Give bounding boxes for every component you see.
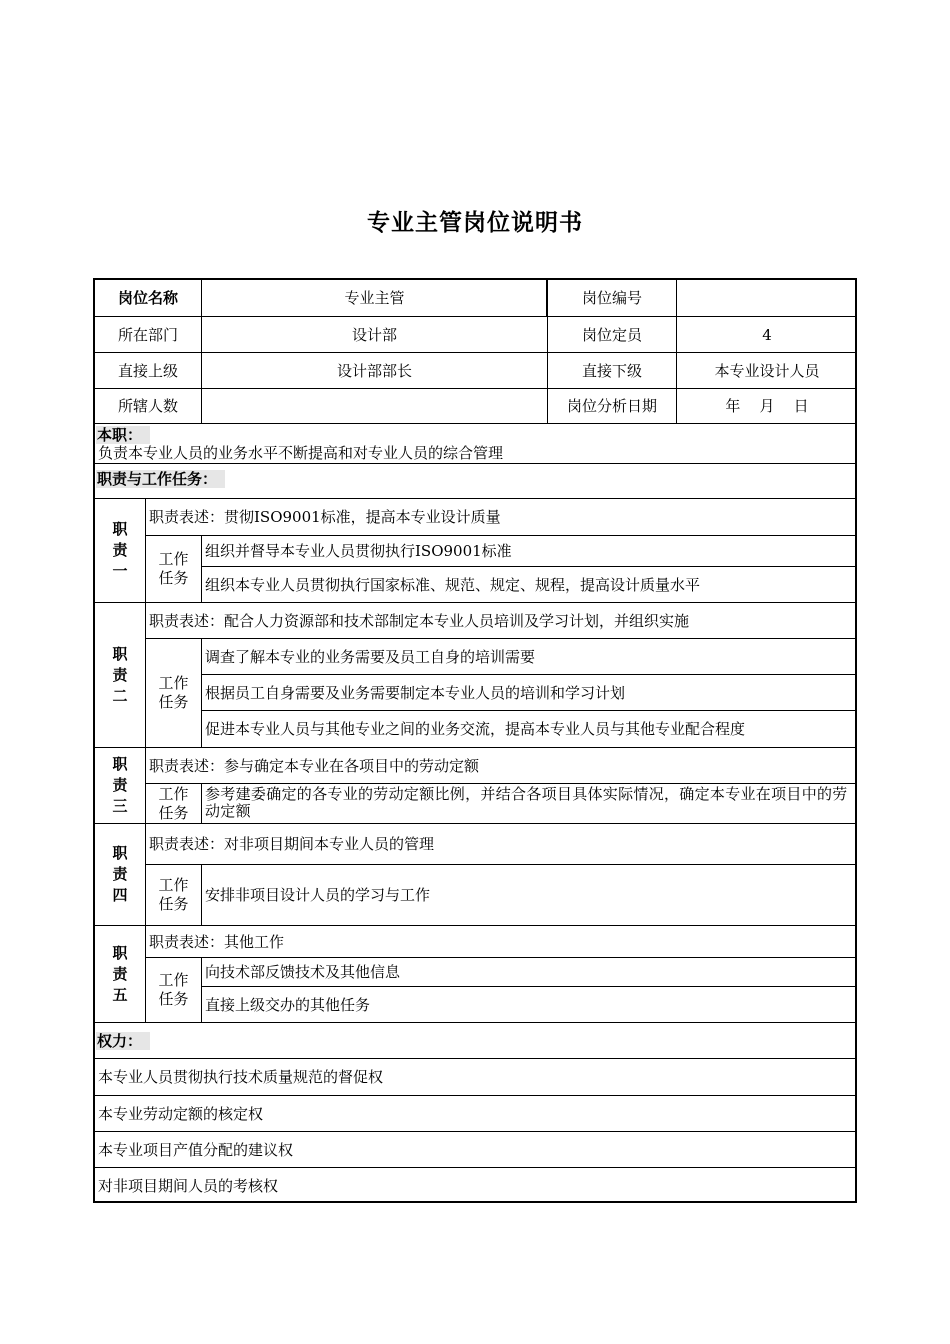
- duty-5-task-1: 向技术部反馈技术及其他信息: [205, 963, 401, 981]
- duty-2-task-1: 调查了解本专业的业务需要及员工自身的培训需要: [205, 647, 536, 666]
- duty-1-task-2: 组织本专业人员贯彻执行国家标准、规范、规定、规程，提高设计质量水平: [205, 575, 701, 594]
- duty-5-desc: 职责表述：其他工作: [149, 932, 285, 951]
- department-label: 所在部门: [117, 325, 178, 344]
- duty-3-label: 职责三: [112, 755, 128, 815]
- headcount-value: 4: [762, 325, 772, 344]
- power-3: 本专业项目产值分配的建议权: [98, 1140, 294, 1159]
- duties-heading: 职责与工作任务：: [96, 470, 225, 488]
- duty-4-task-1: 安排非项目设计人员的学习与工作: [205, 886, 431, 904]
- powers-heading: 权力：: [96, 1032, 150, 1050]
- duty-2-task-3: 促进本专业人员与其他专业之间的业务交流，提高本专业人员与其他专业配合程度: [205, 720, 746, 738]
- job-description-table: [93, 278, 857, 1203]
- analysis-date-label: 岗位分析日期: [566, 397, 657, 415]
- duty-4-desc: 职责表述：对非项目期间本专业人员的管理: [149, 835, 435, 853]
- direct-subordinate-label: 直接下级: [581, 361, 642, 380]
- position-code-label: 岗位编号: [581, 289, 642, 307]
- department-value: 设计部: [351, 325, 397, 344]
- staff-count-label: 所辖人数: [117, 397, 178, 415]
- power-1: 本专业人员贯彻执行技术质量规范的督促权: [98, 1068, 384, 1086]
- duty-1-task-1: 组织并督导本专业人员贯彻执行ISO9001标准: [205, 542, 512, 560]
- duty-3-task-1: 参考建委确定的各专业的劳动定额比例，并结合各项目具体实际情况，确定本专业在项目中的劳动定额: [205, 785, 848, 820]
- direct-superior-label: 直接上级: [117, 361, 178, 380]
- duty-1-work-label: 工作任务: [158, 550, 189, 587]
- power-4: 对非项目期间人员的考核权: [98, 1176, 279, 1195]
- position-name-value: 专业主管: [344, 289, 405, 307]
- duty-2-label: 职责二: [112, 644, 128, 705]
- duty-3-work-label: 工作任务: [158, 784, 189, 822]
- duty-5-work-label: 工作任务: [158, 971, 189, 1008]
- duty-4-work-label: 工作任务: [158, 876, 189, 913]
- direct-subordinate-value: 本专业设计人员: [714, 361, 820, 380]
- power-2: 本专业劳动定额的核定权: [98, 1104, 264, 1123]
- analysis-date-value: 年 月 日: [725, 397, 809, 415]
- duty-1-label: 职责一: [112, 520, 128, 580]
- duty-2-desc: 职责表述：配合人力资源部和技术部制定本专业人员培训及学习计划，并组织实施: [149, 611, 690, 630]
- summary-heading: 本职：: [96, 426, 150, 444]
- page-title: 专业主管岗位说明书: [367, 210, 583, 236]
- headcount-label: 岗位定员: [581, 325, 642, 344]
- position-name-label: 岗位名称: [117, 289, 178, 307]
- duty-1-desc: 职责表述：贯彻ISO9001标准，提高本专业设计质量: [149, 508, 501, 526]
- duty-2-work-label: 工作任务: [158, 674, 189, 711]
- summary-text: 负责本专业人员的业务水平不断提高和对专业人员的综合管理: [98, 444, 504, 462]
- direct-superior-value: 设计部部长: [336, 361, 412, 380]
- duty-5-label: 职责五: [112, 943, 128, 1004]
- duty-2-task-2: 根据员工自身需要及业务需要制定本专业人员的培训和学习计划: [205, 683, 626, 702]
- duty-3-desc: 职责表述：参与确定本专业在各项目中的劳动定额: [149, 756, 480, 775]
- position-code-value: [677, 280, 857, 316]
- staff-count-value: [202, 389, 547, 423]
- duty-5-task-2: 直接上级交办的其他任务: [205, 995, 371, 1014]
- duty-4-label: 职责四: [112, 844, 128, 904]
